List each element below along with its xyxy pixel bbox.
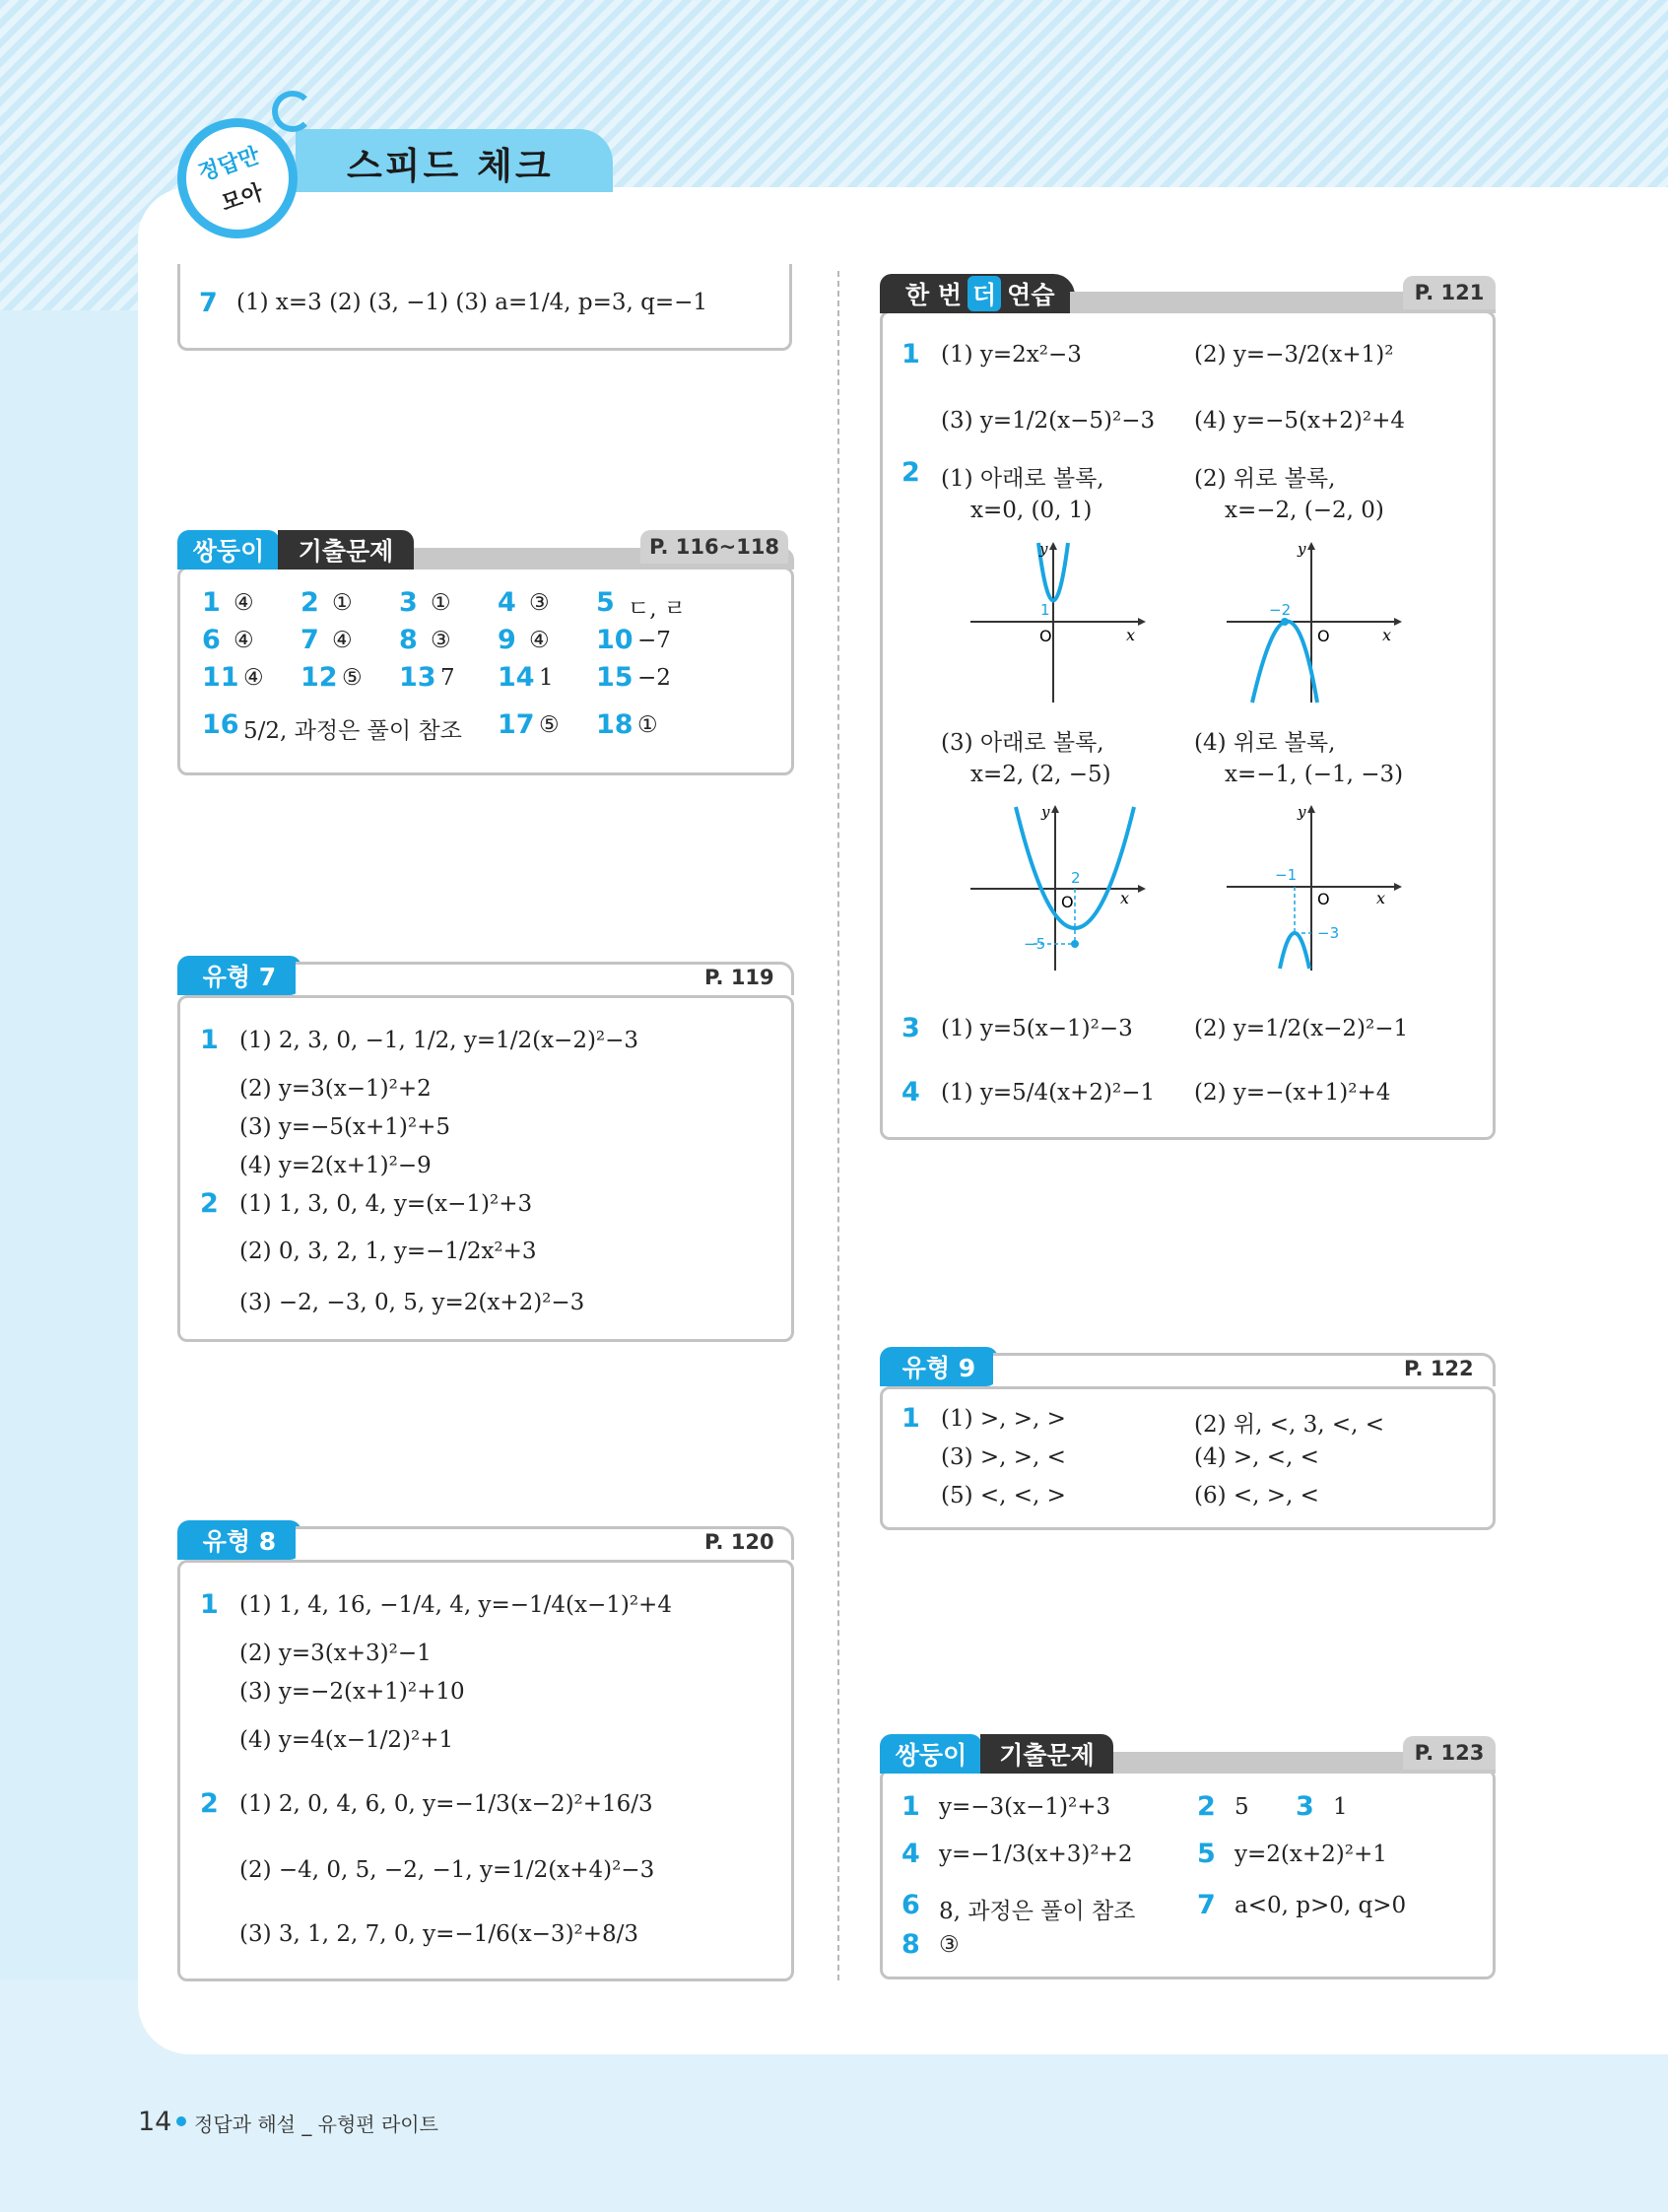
twin2-number: 3 xyxy=(1296,1791,1314,1822)
x-axis-arrow-icon xyxy=(1394,618,1402,626)
q2-c1: (3) 아래로 볼록, xyxy=(941,730,1104,756)
twin1-answer: ④ xyxy=(243,665,264,691)
vertex-x-label: −1 xyxy=(1275,866,1298,884)
twin1-number: 8 xyxy=(399,625,418,655)
type8-tab-label: 유형 8 xyxy=(202,1527,277,1556)
practice-tab-a: 한 번 xyxy=(905,281,963,309)
q2-c2: x=2, (2, −5) xyxy=(970,762,1111,787)
twin1-answer: ① xyxy=(637,712,658,738)
type8-tab xyxy=(177,1520,301,1560)
logo-badge xyxy=(177,118,298,238)
vertex-label: 1 xyxy=(1040,601,1050,619)
origin-label: O xyxy=(1317,627,1330,645)
twin1-number: 1 xyxy=(202,587,221,618)
q2-a1: (1) 아래로 볼록, xyxy=(941,466,1104,492)
y-axis-arrow-icon xyxy=(1307,542,1315,550)
logo-text-top: 정답만 xyxy=(195,143,263,187)
type7-number: 1 xyxy=(200,1025,219,1055)
type7-line: (2) y=3(x−1)²+2 xyxy=(239,1076,432,1102)
twin1-number: 16 xyxy=(202,709,239,740)
twin2-answer: 1 xyxy=(1333,1794,1348,1820)
page-title: 스피드 체크 xyxy=(347,145,554,187)
origin-label: O xyxy=(1317,890,1330,908)
twin1-answer: ① xyxy=(332,590,353,616)
twin1-number: 11 xyxy=(202,662,239,693)
vertex-dot xyxy=(1281,618,1289,626)
q3-b: (2) y=1/2(x−2)²−1 xyxy=(1194,1016,1409,1041)
twin1-answer: ③ xyxy=(529,590,550,616)
y-label: y xyxy=(1298,540,1306,558)
q1-d: (4) y=−5(x+2)²+4 xyxy=(1194,408,1406,434)
twin1-number: 2 xyxy=(300,587,319,618)
type9-page: P. 122 xyxy=(1404,1357,1474,1380)
twin2-number: 5 xyxy=(1197,1839,1216,1869)
twin2-answer: 8, 과정은 풀이 참조 xyxy=(939,1899,1136,1924)
twin2-number: 7 xyxy=(1197,1890,1216,1920)
type7-tab xyxy=(177,956,301,995)
type8-number: 2 xyxy=(200,1788,219,1819)
x-axis-arrow-icon xyxy=(1138,885,1146,893)
x-axis-arrow-icon xyxy=(1394,883,1402,891)
twin2-tab-a-label: 쌍둥이 xyxy=(895,1741,967,1770)
twin2-answer: y=−1/3(x+3)²+2 xyxy=(939,1842,1133,1867)
footer-dot-icon xyxy=(176,2116,186,2126)
twin1-number: 17 xyxy=(498,709,535,740)
q2-d1: (4) 위로 볼록, xyxy=(1194,730,1336,756)
type7-line: (2) 0, 3, 2, 1, y=−1/2x²+3 xyxy=(239,1239,537,1264)
twin2-answer: ③ xyxy=(939,1932,960,1958)
q2-a2: x=0, (0, 1) xyxy=(970,498,1093,523)
graph-3 xyxy=(970,803,1148,975)
type8-line: (1) 2, 0, 4, 6, 0, y=−1/3(x−2)²+16/3 xyxy=(239,1791,653,1817)
twin1-answer: ④ xyxy=(529,628,550,653)
answer-text: (1) x=3 (2) (3, −1) (3) a=1/4, p=3, q=−1 xyxy=(236,290,708,315)
twin1-number: 12 xyxy=(300,662,338,693)
type7-line: (3) y=−5(x+1)²+5 xyxy=(239,1114,451,1140)
type8-line: (2) y=3(x+3)²−1 xyxy=(239,1641,432,1666)
type9-cell: (4) >, <, < xyxy=(1194,1444,1319,1470)
twin1-tab-b xyxy=(278,530,414,570)
type7-number: 2 xyxy=(200,1188,219,1219)
twin2-answer: 5 xyxy=(1234,1794,1249,1820)
vertex-x-label: 2 xyxy=(1071,869,1081,887)
twin1-number: 5 xyxy=(596,587,615,618)
y-label: y xyxy=(1298,803,1306,821)
practice-tab-c: 연습 xyxy=(1007,281,1055,309)
parabola-curve xyxy=(1280,933,1309,969)
q4-a: (1) y=5/4(x+2)²−1 xyxy=(941,1080,1156,1106)
twin1-tab-b-label: 기출문제 xyxy=(298,537,394,566)
logo-text-bottom: 모아 xyxy=(218,179,266,217)
y-axis-arrow-icon xyxy=(1049,542,1057,550)
twin1-number: 18 xyxy=(596,709,634,740)
logo-swirl-icon xyxy=(272,91,313,132)
type9-number: 1 xyxy=(901,1403,920,1434)
x-label: x xyxy=(1376,889,1386,907)
answer-number: 7 xyxy=(199,288,218,318)
graph-1 xyxy=(970,540,1148,707)
y-label: y xyxy=(1041,803,1050,821)
twin1-number: 6 xyxy=(202,625,221,655)
twin1-number: 14 xyxy=(498,662,535,693)
q1-b: (2) y=−3/2(x+1)² xyxy=(1194,342,1394,368)
twin1-answer: ③ xyxy=(431,628,451,653)
type8-box xyxy=(177,1560,794,1981)
q4-b: (2) y=−(x+1)²+4 xyxy=(1194,1080,1391,1106)
twin2-number: 8 xyxy=(901,1929,920,1960)
column-divider xyxy=(837,271,839,1980)
y-label: y xyxy=(1039,540,1048,558)
twin1-answer: −2 xyxy=(637,665,671,691)
twin2-tab-b-label: 기출문제 xyxy=(999,1741,1095,1770)
twin1-number: 10 xyxy=(596,625,634,655)
vertex-y-label: −5 xyxy=(1024,935,1046,953)
twin1-answer: ① xyxy=(431,590,451,616)
parabola-curve xyxy=(1252,622,1317,704)
type7-line: (3) −2, −3, 0, 5, y=2(x+2)²−3 xyxy=(239,1290,585,1315)
twin2-number: 6 xyxy=(901,1890,920,1920)
type8-page: P. 120 xyxy=(704,1530,774,1554)
twin1-answer: ㄷ, ㄹ xyxy=(628,596,687,622)
twin2-answer: a<0, p>0, q>0 xyxy=(1234,1893,1407,1918)
twin2-number: 4 xyxy=(901,1839,920,1869)
twin1-number: 7 xyxy=(300,625,319,655)
twin1-answer: ⑤ xyxy=(539,712,560,738)
type9-cell: (6) <, >, < xyxy=(1194,1483,1319,1508)
twin2-number: 2 xyxy=(1197,1791,1216,1822)
twin2-tab-a xyxy=(880,1734,982,1774)
q2-d2: x=−1, (−1, −3) xyxy=(1225,762,1404,787)
x-label: x xyxy=(1126,626,1136,644)
twin2-answer: y=2(x+2)²+1 xyxy=(1234,1842,1387,1867)
graph-4 xyxy=(1227,803,1404,975)
twin2-number: 1 xyxy=(901,1791,920,1822)
type9-cell: (5) <, <, > xyxy=(941,1483,1066,1508)
type7-line: (4) y=2(x+1)²−9 xyxy=(239,1153,432,1178)
q2-b1: (2) 위로 볼록, xyxy=(1194,466,1336,492)
twin1-answer: ④ xyxy=(234,628,254,653)
y-axis-arrow-icon xyxy=(1051,805,1059,813)
type9-tab xyxy=(880,1347,998,1386)
twin1-number: 15 xyxy=(596,662,634,693)
twin1-answer: ⑤ xyxy=(342,665,363,691)
practice-page: P. 121 xyxy=(1403,276,1496,309)
type8-line: (1) 1, 4, 16, −1/4, 4, y=−1/4(x−1)²+4 xyxy=(239,1592,672,1618)
twin1-answer: 5/2, 과정은 풀이 참조 xyxy=(243,718,462,744)
twin1-number: 13 xyxy=(399,662,436,693)
twin1-answer: −7 xyxy=(637,628,671,653)
type8-line: (3) y=−2(x+1)²+10 xyxy=(239,1679,465,1705)
type9-cell: (1) >, >, > xyxy=(941,1406,1066,1432)
twin1-answer: ④ xyxy=(234,590,254,616)
type9-cell: (2) 위, <, 3, <, < xyxy=(1194,1412,1385,1438)
twin1-number: 3 xyxy=(399,587,418,618)
type8-number: 1 xyxy=(200,1589,219,1620)
type9-tab-label: 유형 9 xyxy=(901,1354,976,1382)
y-axis-arrow-icon xyxy=(1307,805,1315,813)
q1-c: (3) y=1/2(x−5)²−3 xyxy=(941,408,1156,434)
type9-cell: (3) >, >, < xyxy=(941,1444,1066,1470)
q2-number: 2 xyxy=(901,457,920,488)
x-label: x xyxy=(1382,626,1392,644)
type8-line: (4) y=4(x−1/2)²+1 xyxy=(239,1727,454,1753)
twin1-number: 4 xyxy=(498,587,516,618)
vertex-dot xyxy=(1071,940,1079,948)
type7-tab-label: 유형 7 xyxy=(202,963,277,991)
practice-tab-b: 더 xyxy=(967,276,1001,311)
type8-line: (2) −4, 0, 5, −2, −1, y=1/2(x+4)²−3 xyxy=(239,1857,655,1883)
q4-number: 4 xyxy=(901,1077,920,1107)
footer-text: 정답과 해설 _ 유형편 라이트 xyxy=(194,2112,438,2136)
vertex-label: −2 xyxy=(1269,601,1292,619)
q1-number: 1 xyxy=(901,339,920,369)
x-label: x xyxy=(1120,889,1130,907)
twin1-tab-a xyxy=(177,530,280,570)
type8-line: (3) 3, 1, 2, 7, 0, y=−1/6(x−3)²+8/3 xyxy=(239,1921,639,1947)
q3-number: 3 xyxy=(901,1013,920,1043)
practice-tab xyxy=(880,274,1075,313)
twin1-answer: 7 xyxy=(440,665,455,691)
vertex-y-label: −3 xyxy=(1317,924,1340,942)
type7-page: P. 119 xyxy=(704,966,774,989)
type7-line: (1) 1, 3, 0, 4, y=(x−1)²+3 xyxy=(239,1191,533,1217)
twin2-tab-b xyxy=(980,1734,1113,1774)
twin1-answer: 1 xyxy=(539,665,554,691)
q2-b2: x=−2, (−2, 0) xyxy=(1225,498,1384,523)
q3-a: (1) y=5(x−1)²−3 xyxy=(941,1016,1133,1041)
q1-a: (1) y=2x²−3 xyxy=(941,342,1082,368)
type7-line: (1) 2, 3, 0, −1, 1/2, y=1/2(x−2)²−3 xyxy=(239,1028,639,1053)
origin-label: O xyxy=(1039,627,1052,645)
twin1-tab-a-label: 쌍둥이 xyxy=(192,537,265,566)
graph-2 xyxy=(1227,540,1404,707)
twin1-page: P. 116~118 xyxy=(640,530,788,564)
twin2-answer: y=−3(x−1)²+3 xyxy=(939,1794,1111,1820)
twin1-answer: ④ xyxy=(332,628,353,653)
page-number: 14 xyxy=(138,2107,172,2137)
twin2-page: P. 123 xyxy=(1403,1736,1496,1770)
twin1-number: 9 xyxy=(498,625,516,655)
origin-label: O xyxy=(1061,893,1074,911)
x-axis-arrow-icon xyxy=(1138,618,1146,626)
